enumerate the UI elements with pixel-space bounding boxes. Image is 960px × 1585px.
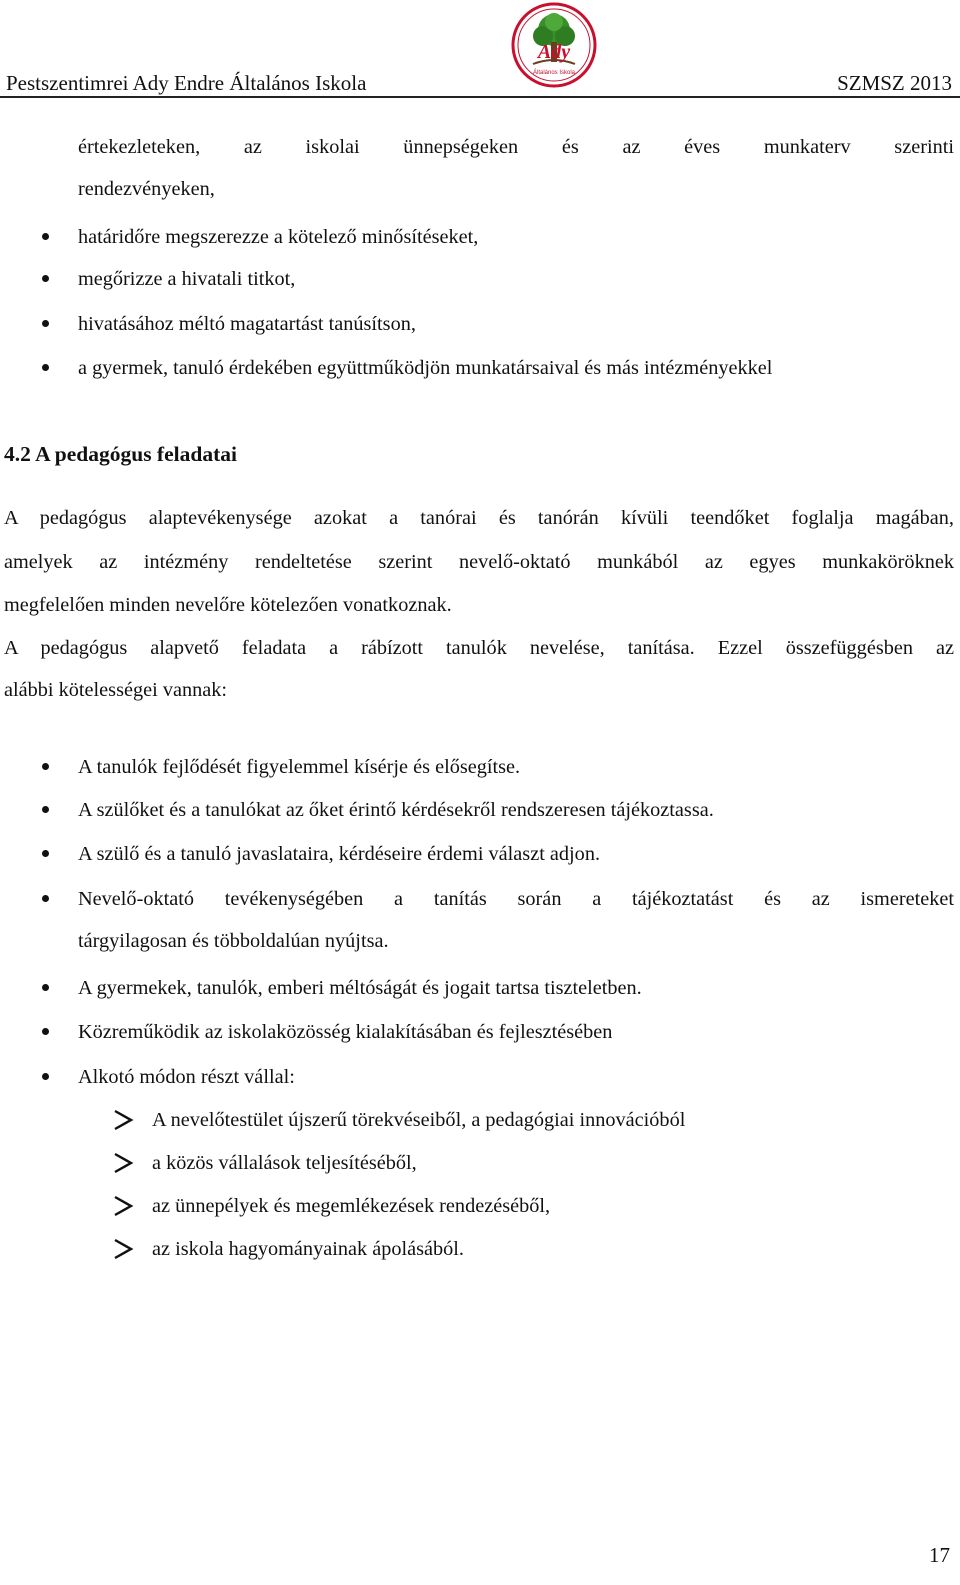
svg-text:Általános Iskola: Általános Iskola — [532, 70, 576, 76]
sub-list-item: az ünnepélyek és megemlékezések rendezéséből, — [152, 1195, 551, 1217]
section-heading: 4.2 A pedagógus feladatai — [4, 442, 237, 466]
list-item: hivatásához méltó magatartást tanúsítson, — [78, 313, 416, 335]
sub-list-item: az iskola hagyományainak ápolásából. — [152, 1238, 465, 1260]
duty-item: A tanulók fejlődését figyelemmel kísérje és elősegítse. — [78, 756, 521, 778]
arrow-bullet-icon — [112, 1109, 134, 1131]
duty-item: Alkotó módon részt vállal: — [78, 1066, 295, 1088]
duty-item: A szülő és a tanuló javaslataira, kérdéseire érdemi választ adjon. — [78, 843, 601, 865]
list-item: megőrizze a hivatali titkot, — [78, 268, 296, 290]
bullet-icon — [42, 320, 49, 327]
duty-item-continuation: tárgyilagosan és többoldalúan nyújtsa. — [78, 930, 389, 952]
duty-item: A szülőket és a tanulókat az őket érintő kérdésekről rendszeresen tájékoztassa. — [78, 799, 714, 821]
school-logo — [511, 2, 597, 88]
bullet-icon — [42, 1073, 49, 1080]
header-divider — [0, 96, 960, 98]
list-item: határidőre megszerezze a kötelező minősítéseket, — [78, 226, 479, 248]
svg-text:Ady: Ady — [537, 41, 571, 63]
page-header — [0, 0, 960, 100]
duty-item: A gyermekek, tanulók, emberi méltóságát és jogait tartsa tiszteletben. — [78, 977, 642, 999]
continued-list-item-line: értekezleteken, az iskolai ünnepségeken és az éves munkaterv szerinti — [78, 136, 954, 158]
sub-list-item: A nevelőtestület újszerű törekvéseiből, a pedagógiai innovációból — [152, 1109, 686, 1131]
continued-list-item-line: rendezvényeken, — [78, 178, 215, 200]
bullet-icon — [42, 1028, 49, 1035]
sub-list-item: a közös vállalások teljesítéséből, — [152, 1152, 417, 1174]
bullet-icon — [42, 806, 49, 813]
paragraph-line: alábbi kötelességei vannak: — [4, 679, 228, 701]
duty-item: Nevelő-oktató tevékenységében a tanítás során a tájékoztatást és az ismereteket — [78, 888, 954, 910]
arrow-bullet-icon — [112, 1238, 134, 1260]
bullet-icon — [42, 763, 49, 770]
bullet-icon — [42, 364, 49, 371]
bullet-icon — [42, 850, 49, 857]
school-name: Pestszentimrei Ady Endre Általános Iskola — [6, 71, 367, 95]
bullet-icon — [42, 895, 49, 902]
paragraph-line: A pedagógus alaptevékenysége azokat a tanórai és tanórán kívüli teendőket foglalja magában, — [4, 507, 954, 529]
bullet-icon — [42, 984, 49, 991]
page-number: 17 — [929, 1543, 950, 1567]
list-item: a gyermek, tanuló érdekében együttműködjön munkatársaival és más intézményekkel — [78, 357, 773, 379]
paragraph-line: megfelelően minden nevelőre kötelezően vonatkoznak. — [4, 594, 452, 616]
paragraph-line: A pedagógus alapvető feladata a rábízott tanulók nevelése, tanítása. Ezzel összefüggésben az — [4, 637, 954, 659]
bullet-icon — [42, 233, 49, 240]
arrow-bullet-icon — [112, 1195, 134, 1217]
paragraph-line: amelyek az intézmény rendeltetése szerint nevelő-oktató munkából az egyes munkaköröknek — [4, 551, 954, 573]
document-code: SZMSZ 2013 — [837, 71, 952, 95]
arrow-bullet-icon — [112, 1152, 134, 1174]
duty-item: Közreműködik az iskolaközösség kialakításában és fejlesztésében — [78, 1021, 613, 1043]
bullet-icon — [42, 275, 49, 282]
